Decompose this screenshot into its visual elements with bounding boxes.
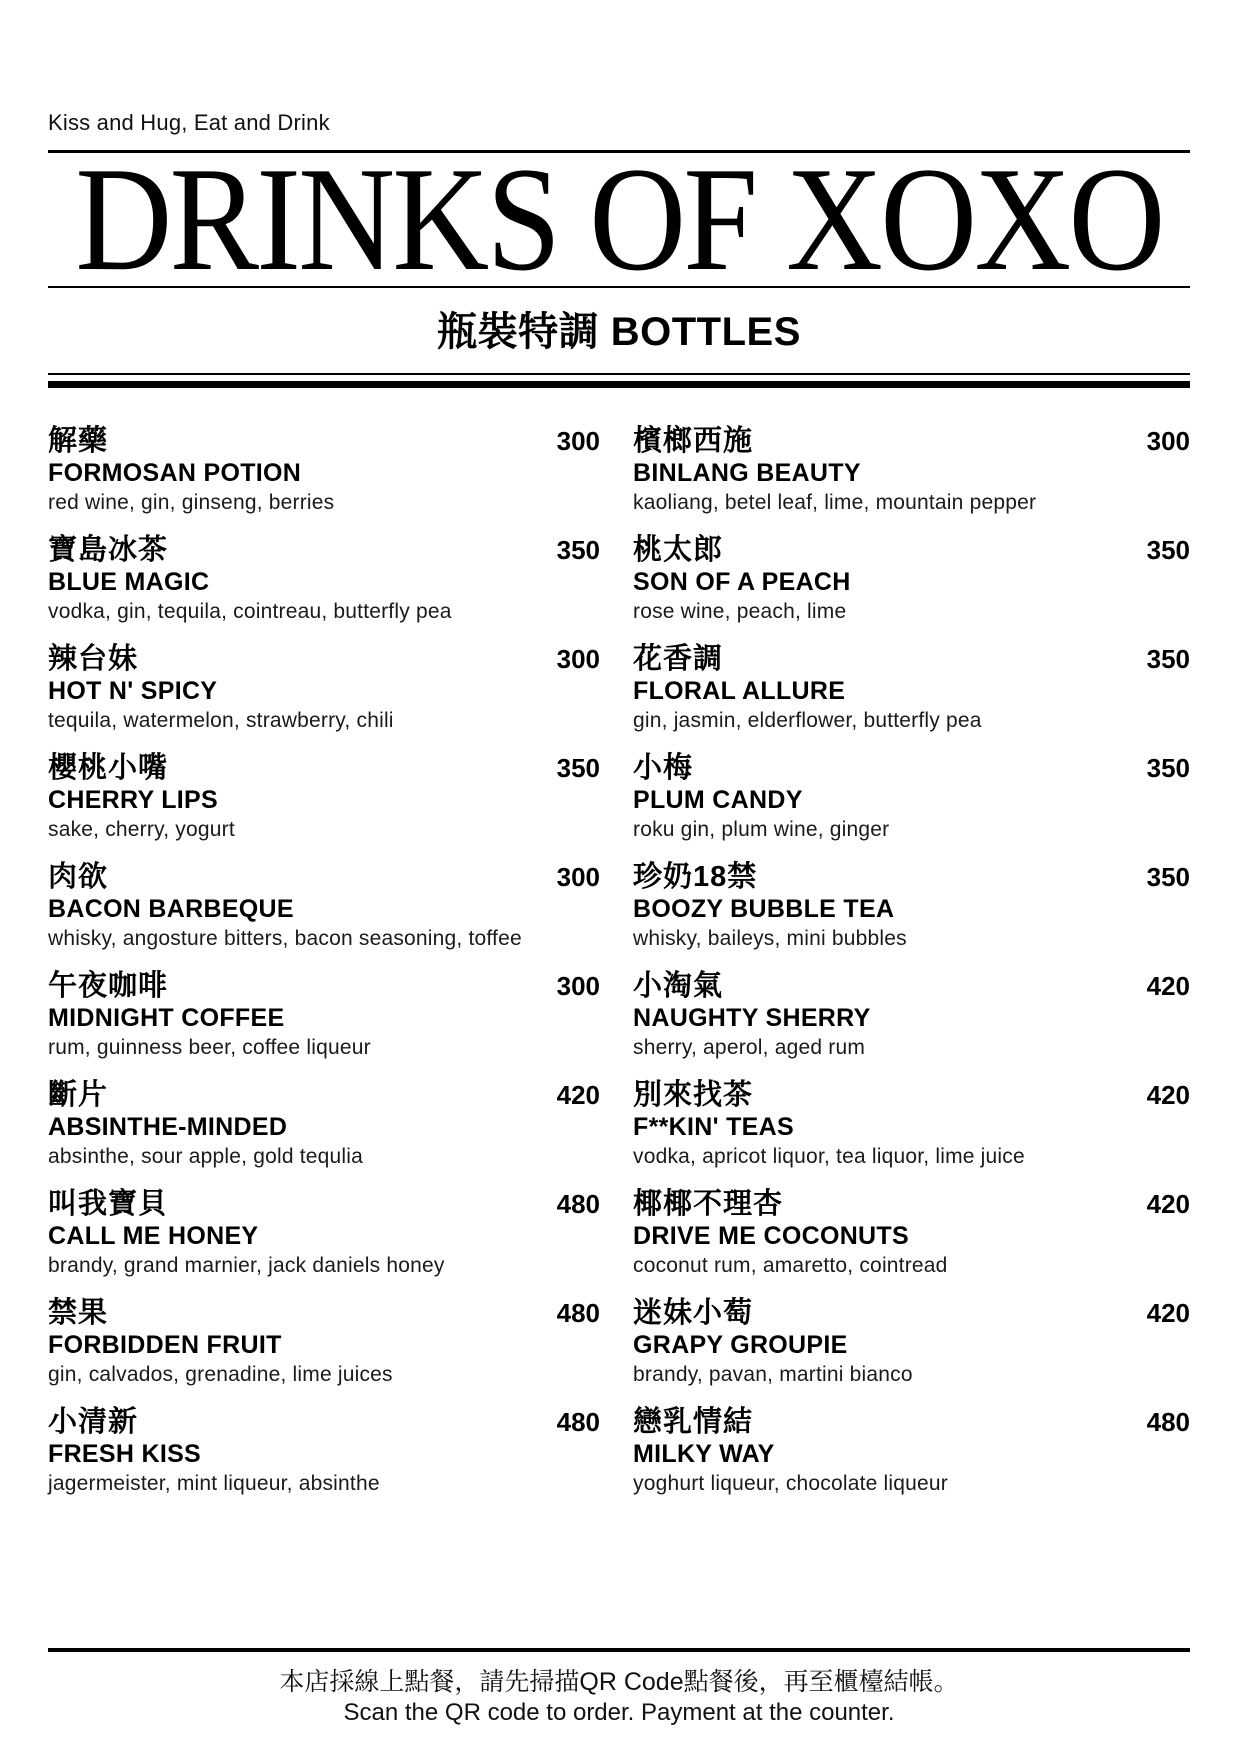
item-price: 480 (1146, 1407, 1190, 1437)
item-price: 350 (556, 535, 600, 565)
menu-item-text (48, 860, 522, 953)
item-name-en: PLUM CANDY (633, 786, 803, 814)
item-price: 420 (1146, 971, 1190, 1001)
item-ingredients: sake, cherry, yogurt (48, 818, 235, 841)
item-price: 480 (556, 1298, 600, 1328)
item-ingredients: roku gin, plum wine, ginger (633, 818, 890, 841)
item-ingredients: red wine, gin, ginseng, berries (48, 491, 335, 514)
menu-item (633, 642, 1190, 735)
footer (48, 1648, 1190, 1728)
item-ingredients: brandy, grand marnier, jack daniels honey (48, 1254, 445, 1277)
menu-item (633, 860, 1190, 953)
divider-thick-line (48, 381, 1190, 388)
item-name-zh: 叫我寶貝 (48, 1188, 169, 1220)
item-price: 480 (556, 1407, 600, 1437)
item-name-en: MILKY WAY (633, 1440, 775, 1468)
item-name-en: BINLANG BEAUTY (633, 459, 861, 487)
menu-item (633, 424, 1190, 517)
item-name-zh: 別來找茶 (633, 1079, 754, 1111)
item-price: 300 (556, 862, 600, 892)
item-name-zh: 櫻桃小嘴 (48, 752, 169, 784)
menu-item (48, 969, 600, 1062)
menu-item-text (633, 424, 1036, 517)
item-name-en: DRIVE ME COCONUTS (633, 1222, 909, 1250)
footer-note-zh: 本店採線上點餐，請先掃描QR Code點餐後，再至櫃檯結帳。 (279, 1668, 959, 1696)
menu-item-text (48, 1405, 380, 1498)
item-ingredients: absinthe, sour apple, gold tequlia (48, 1145, 364, 1168)
item-ingredients: yoghurt liqueur, chocolate liqueur (633, 1472, 949, 1495)
item-name-en: FORBIDDEN FRUIT (48, 1331, 282, 1359)
menu-item-text (633, 642, 982, 735)
item-name-en: BLUE MAGIC (48, 568, 210, 596)
menu-item (48, 751, 600, 844)
item-ingredients: rum, guinness beer, coffee liqueur (48, 1036, 371, 1059)
menu-item-text (48, 1187, 445, 1280)
page-title (48, 137, 1190, 302)
item-price: 420 (1146, 1298, 1190, 1328)
item-price: 300 (556, 426, 600, 456)
item-name-zh: 戀乳情結 (633, 1406, 754, 1438)
item-name-en: GRAPY GROUPIE (633, 1331, 848, 1359)
item-name-zh: 辣台妹 (48, 643, 139, 675)
item-ingredients: whisky, baileys, mini bubbles (633, 927, 907, 950)
item-ingredients: jagermeister, mint liqueur, absinthe (48, 1472, 380, 1495)
item-name-en: CHERRY LIPS (48, 786, 218, 814)
menu-item (48, 424, 600, 517)
item-price: 350 (1146, 753, 1190, 783)
item-price: 300 (556, 644, 600, 674)
menu-item-text (633, 1187, 948, 1280)
item-ingredients: brandy, pavan, martini bianco (633, 1363, 913, 1386)
menu-item-text (633, 1405, 948, 1498)
menu-item (48, 533, 600, 626)
menu-item-text (48, 1296, 393, 1389)
item-name-en: CALL ME HONEY (48, 1222, 259, 1250)
item-name-en: ABSINTHE-MINDED (48, 1113, 288, 1141)
menu-column-right (633, 424, 1190, 1514)
menu-grid (48, 424, 1190, 1514)
item-price: 420 (1146, 1080, 1190, 1110)
menu-item-text (48, 424, 334, 517)
menu-item (633, 1187, 1190, 1280)
item-name-zh: 禁果 (48, 1297, 109, 1329)
menu-item (48, 1187, 600, 1280)
menu-item-text (48, 751, 235, 844)
item-name-zh: 解藥 (48, 425, 109, 457)
menu-item-text (633, 533, 851, 626)
item-price: 420 (1146, 1189, 1190, 1219)
item-name-zh: 午夜咖啡 (48, 970, 169, 1002)
menu-item-text (48, 969, 371, 1062)
item-name-zh: 桃太郎 (633, 534, 724, 566)
item-name-zh: 椰椰不理杏 (633, 1188, 784, 1220)
item-name-zh: 小清新 (48, 1406, 139, 1438)
item-ingredients: vodka, gin, tequila, cointreau, butterfly pea (48, 600, 452, 623)
menu-item-text (633, 969, 871, 1062)
item-name-en: NAUGHTY SHERRY (633, 1004, 871, 1032)
item-name-en: HOT N' SPICY (48, 677, 218, 705)
item-name-en: F**KIN' TEAS (633, 1113, 794, 1141)
item-price: 300 (1146, 426, 1190, 456)
item-ingredients: coconut rum, amaretto, cointread (633, 1254, 948, 1277)
menu-item (633, 1078, 1190, 1171)
page-title-text: DRINKS OF XOXO (75, 137, 1163, 302)
item-price: 420 (556, 1080, 600, 1110)
menu-item-text (48, 1078, 363, 1171)
item-name-en: FORMOSAN POTION (48, 459, 302, 487)
menu-page (48, 0, 1190, 1754)
item-ingredients: kaoliang, betel leaf, lime, mountain pepper (633, 491, 1037, 514)
item-name-zh: 小淘氣 (633, 970, 724, 1002)
divider-thin-line (48, 373, 1190, 375)
item-price: 350 (556, 753, 600, 783)
item-ingredients: whisky, angosture bitters, bacon seasoning, toffee (48, 927, 522, 950)
item-name-zh: 肉欲 (48, 861, 109, 893)
item-name-en: FRESH KISS (48, 1440, 202, 1468)
item-name-zh: 斷片 (48, 1079, 109, 1111)
item-name-zh: 珍奶18禁 (633, 861, 758, 893)
footer-divider (48, 1648, 1190, 1652)
menu-item (633, 969, 1190, 1062)
menu-item (633, 1405, 1190, 1498)
menu-column-left (48, 424, 600, 1514)
menu-item (48, 860, 600, 953)
menu-item (48, 1078, 600, 1171)
menu-item-text (633, 1078, 1025, 1171)
tagline: Kiss and Hug, Eat and Drink (48, 110, 330, 135)
item-name-en: FLORAL ALLURE (633, 677, 846, 705)
item-name-zh: 花香調 (633, 643, 724, 675)
item-name-zh: 迷妹小萄 (633, 1297, 754, 1329)
item-ingredients: tequila, watermelon, strawberry, chili (48, 709, 394, 732)
item-name-en: BOOZY BUBBLE TEA (633, 895, 895, 923)
footer-note-en: Scan the QR code to order. Payment at the counter. (343, 1699, 895, 1726)
section-double-divider (48, 373, 1190, 388)
item-ingredients: vodka, apricot liquor, tea liquor, lime juice (633, 1145, 1025, 1168)
item-price: 350 (1146, 535, 1190, 565)
item-name-zh: 小梅 (633, 752, 694, 784)
item-price: 300 (556, 971, 600, 1001)
menu-item-text (48, 642, 394, 735)
menu-item (633, 533, 1190, 626)
section-title: 瓶裝特調 BOTTLES (437, 310, 801, 354)
item-name-en: BACON BARBEQUE (48, 895, 294, 923)
menu-item-text (633, 860, 907, 953)
menu-item (633, 1296, 1190, 1389)
item-price: 350 (1146, 862, 1190, 892)
item-name-en: MIDNIGHT COFFEE (48, 1004, 285, 1032)
menu-item (633, 751, 1190, 844)
item-ingredients: sherry, aperol, aged rum (633, 1036, 866, 1059)
item-ingredients: rose wine, peach, lime (633, 600, 847, 623)
menu-item-text (633, 1296, 913, 1389)
item-price: 480 (556, 1189, 600, 1219)
item-name-en: SON OF A PEACH (633, 568, 851, 596)
item-ingredients: gin, calvados, grenadine, lime juices (48, 1363, 393, 1386)
menu-item-text (48, 533, 452, 626)
menu-item (48, 1405, 600, 1498)
item-name-zh: 檳榔西施 (633, 425, 754, 457)
menu-item (48, 642, 600, 735)
menu-item-text (633, 751, 889, 844)
item-price: 350 (1146, 644, 1190, 674)
item-ingredients: gin, jasmin, elderflower, butterfly pea (633, 709, 982, 732)
menu-item (48, 1296, 600, 1389)
item-name-zh: 寶島冰茶 (48, 534, 169, 566)
